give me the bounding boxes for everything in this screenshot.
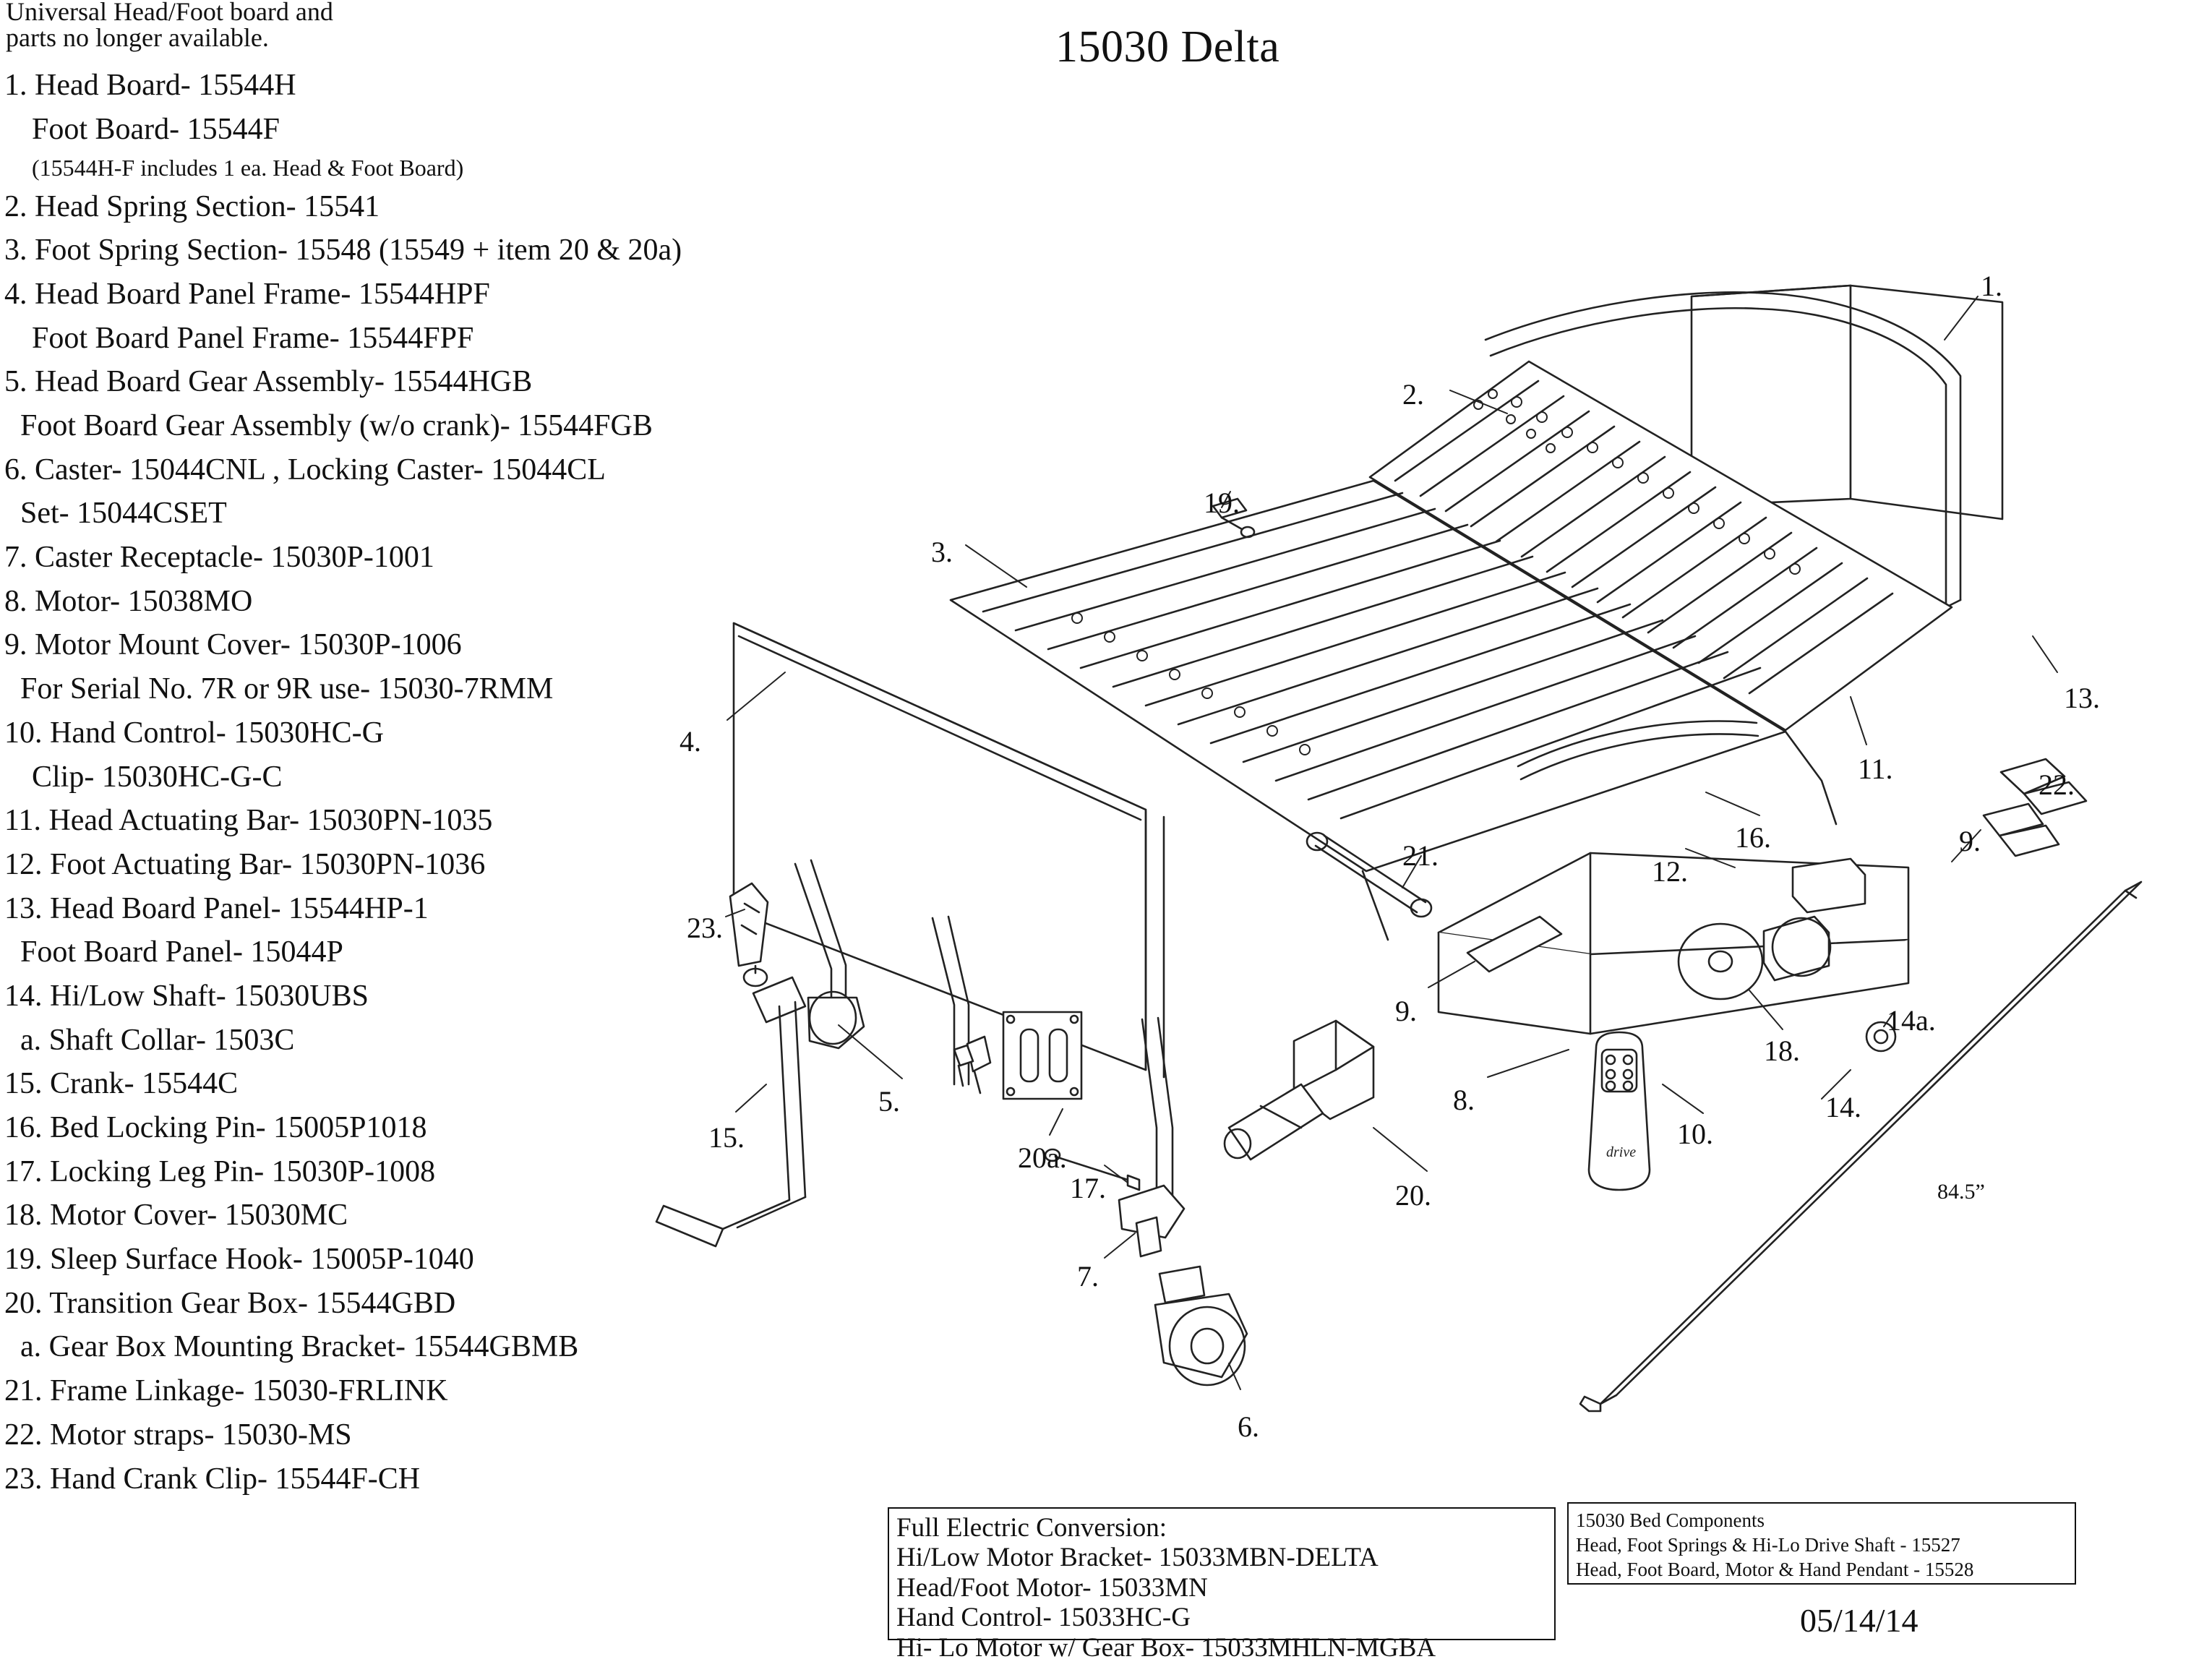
part-item: 14. Hi/Low Shaft- 15030UBS — [4, 979, 369, 1013]
callout-21: 21. — [1402, 839, 1439, 872]
part-item: 2. Head Spring Section- 15541 — [4, 189, 380, 223]
callout-17: 17. — [1070, 1172, 1106, 1204]
part-item: 7. Caster Receptacle- 15030P-1001 — [4, 541, 434, 575]
components-line: 15030 Bed Components — [1576, 1509, 1765, 1531]
page-title: 15030 Delta — [1055, 22, 1280, 72]
callout-7: 7. — [1077, 1260, 1099, 1293]
callout-4: 4. — [680, 725, 701, 758]
caster-receptacle — [1119, 1186, 1184, 1256]
callout-2: 2. — [1402, 378, 1424, 411]
hand-control-pendant — [1589, 1032, 1650, 1190]
part-item: 3. Foot Spring Section- 15548 (15549 + item 20 & 20a) — [4, 233, 682, 267]
hardware-bolt — [954, 1045, 973, 1086]
dimension-label: 84.5” — [1937, 1180, 1985, 1204]
part-item: 10. Hand Control- 15030HC-G — [4, 716, 384, 750]
callout-9a: 9. — [1395, 995, 1417, 1027]
note-line: parts no longer available. — [6, 23, 269, 52]
callout-8: 8. — [1453, 1084, 1475, 1116]
note-line: Universal Head/Foot board and — [6, 0, 333, 26]
part-item: a. Gear Box Mounting Bracket- 15544GBMB — [20, 1330, 579, 1364]
part-item: 23. Hand Crank Clip- 15544F-CH — [4, 1462, 421, 1496]
callout-5: 5. — [878, 1085, 900, 1118]
callout-20a: 20a. — [1018, 1141, 1067, 1174]
callout-1: 1. — [1981, 270, 2002, 302]
conversion-line: Hand Control- 15033HC-G — [896, 1603, 1191, 1633]
part-item: 20. Transition Gear Box- 15544GBD — [4, 1286, 456, 1320]
revision-date: 05/14/14 — [1800, 1602, 1919, 1639]
part-item: 5. Head Board Gear Assembly- 15544HGB — [4, 365, 533, 399]
callout-15: 15. — [708, 1121, 745, 1154]
callout-3: 3. — [931, 536, 953, 568]
callout-14: 14. — [1825, 1091, 1861, 1123]
part-item: 17. Locking Leg Pin- 15030P-1008 — [4, 1154, 436, 1188]
callout-11: 11. — [1858, 753, 1893, 785]
callout-18: 18. — [1764, 1034, 1800, 1067]
caster-front — [1155, 1267, 1247, 1385]
part-item: 9. Motor Mount Cover- 15030P-1006 — [4, 628, 462, 662]
part-item: 11. Head Actuating Bar- 15030PN-1035 — [4, 804, 493, 838]
part-item: 4. Head Board Panel Frame- 15544HPF — [4, 277, 490, 311]
bed-components-box — [1567, 1502, 2076, 1585]
part-item: Set- 15044CSET — [20, 497, 227, 531]
conversion-line: Full Electric Conversion: — [896, 1513, 1167, 1543]
callout-14a: 14a. — [1887, 1004, 1936, 1037]
part-item: Foot Board Panel Frame- 15544FPF — [32, 321, 474, 355]
part-item: 12. Foot Actuating Bar- 15030PN-1036 — [4, 847, 486, 881]
transition-gear-box — [1225, 1021, 1373, 1160]
part-item: 8. Motor- 15038MO — [4, 584, 253, 618]
part-item: 15. Crank- 15544C — [4, 1067, 239, 1101]
part-item: (15544H-F includes 1 ea. Head & Foot Board) — [32, 155, 464, 181]
callout-9b: 9. — [1959, 825, 1981, 857]
callout-16: 16. — [1735, 821, 1771, 854]
part-item: Foot Board- 15544F — [32, 112, 280, 146]
part-item: 18. Motor Cover- 15030MC — [4, 1199, 348, 1233]
callout-10: 10. — [1677, 1118, 1713, 1150]
part-item: a. Shaft Collar- 1503C — [20, 1023, 295, 1057]
part-item: Clip- 15030HC-G-C — [32, 760, 283, 794]
part-item: 1. Head Board- 15544H — [4, 69, 296, 102]
callout-13: 13. — [2064, 682, 2100, 714]
part-item: Foot Board Gear Assembly (w/o crank)- 15544FGB — [20, 409, 653, 443]
full-electric-conversion-box — [888, 1507, 1556, 1663]
callout-19: 19. — [1204, 487, 1240, 519]
part-item: For Serial No. 7R or 9R use- 15030-7RMM — [20, 672, 554, 706]
conversion-line: Hi/Low Motor Bracket- 15033MBN-DELTA — [896, 1543, 1379, 1573]
components-line: Head, Foot Board, Motor & Hand Pendant - 15528 — [1576, 1558, 1974, 1580]
part-item: 22. Motor straps- 15030-MS — [4, 1418, 352, 1452]
part-item: 21. Frame Linkage- 15030-FRLINK — [4, 1374, 448, 1408]
part-item: 19. Sleep Surface Hook- 15005P-1040 — [4, 1243, 474, 1277]
callout-12: 12. — [1652, 855, 1688, 888]
part-item: 16. Bed Locking Pin- 15005P1018 — [4, 1111, 427, 1145]
part-item: 13. Head Board Panel- 15544HP-1 — [4, 891, 429, 925]
callout-23: 23. — [687, 912, 723, 944]
callout-6: 6. — [1238, 1410, 1259, 1443]
part-item: 6. Caster- 15044CNL , Locking Caster- 15044CL — [4, 453, 606, 487]
callout-20: 20. — [1395, 1179, 1431, 1212]
hand-crank-clip — [730, 883, 768, 986]
part-item: Foot Board Panel- 15044P — [20, 935, 343, 969]
conversion-line: Hi- Lo Motor w/ Gear Box- 15033MHLN-MGBA — [896, 1632, 1436, 1663]
callout-22: 22. — [2039, 768, 2075, 801]
gearbox-mounting-bracket — [1003, 1012, 1081, 1099]
components-line: Head, Foot Springs & Hi-Lo Drive Shaft - 15527 — [1576, 1533, 1960, 1556]
svg-text:drive: drive — [1606, 1144, 1637, 1160]
conversion-line: Head/Foot Motor- 15033MN — [896, 1572, 1208, 1603]
hand-crank — [656, 977, 805, 1246]
